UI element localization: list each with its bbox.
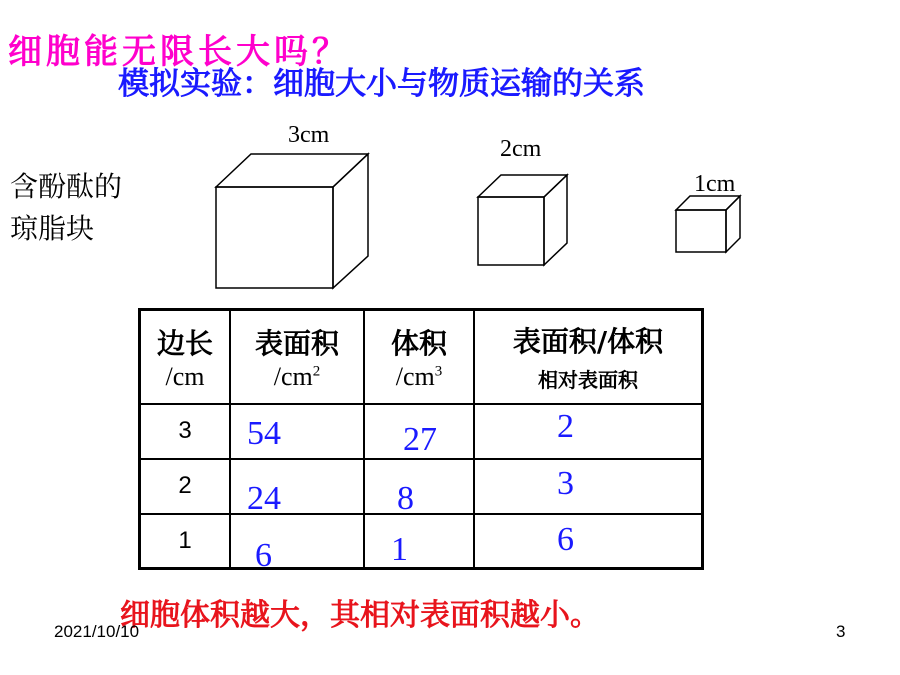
cell-area [230,404,364,459]
header-side [140,310,231,404]
ratio-value: 6 [557,520,574,558]
page-number: 3 [836,622,846,641]
header-side-title: 边长 [156,326,213,360]
cell-ratio [474,514,703,569]
header-ratio-title: 表面积/体积 [512,325,664,359]
volume-value: 1 [391,530,408,568]
header-area-unit: $/cm^2$ [273,361,321,391]
header-ratio [474,310,703,404]
table-row [140,514,703,569]
cell-side: 2 [140,459,231,514]
ratio-value: 3 [557,464,574,502]
area-value: 6 [255,536,272,574]
header-volume-title: 体积 [390,326,447,360]
header-side-unit: /cm [165,361,205,391]
header-volume-unit: $/cm^3$ [395,361,443,391]
cell-volume [364,514,474,569]
data-table [138,308,704,574]
area-value: 24 [247,479,281,517]
subtitle: 模拟实验：细胞大小与物质运输的关系 [118,66,645,102]
cell-ratio [474,459,703,514]
cube-label-3cm: 3cm [288,122,330,148]
agar-label-line-1: 含酚酞的 [10,170,123,203]
header-area-title: 表面积 [254,326,339,360]
header-ratio-subtitle: 相对表面积 [538,368,638,393]
cube-label-1cm: 1cm [694,171,736,197]
cube-medium [478,175,567,265]
cell-ratio [474,404,703,459]
title-question: 细胞能无限长大吗？ [8,32,350,72]
area-value: 54 [247,414,281,452]
header-area [230,310,364,404]
table-row [140,404,703,459]
cell-side: 1 [140,514,231,569]
table-row [140,459,703,514]
volume-value: 8 [397,479,414,517]
cell-volume [364,459,474,517]
cube-label-2cm: 2cm [500,136,542,162]
cube-large [216,154,368,288]
table-header-row [140,310,703,404]
ratio-value: 2 [557,407,574,445]
conclusion: 细胞体积越大，其相对表面积越小。 [120,598,600,633]
footer-date: 2021/10/10 [54,622,140,641]
volume-value: 27 [403,420,437,458]
cell-side: 3 [140,404,231,459]
cube-small [676,196,740,252]
agar-label-line-2: 琼脂块 [10,212,95,245]
cell-area [230,514,364,574]
header-volume [364,310,474,404]
cell-area [230,459,364,517]
cell-volume [364,404,474,459]
